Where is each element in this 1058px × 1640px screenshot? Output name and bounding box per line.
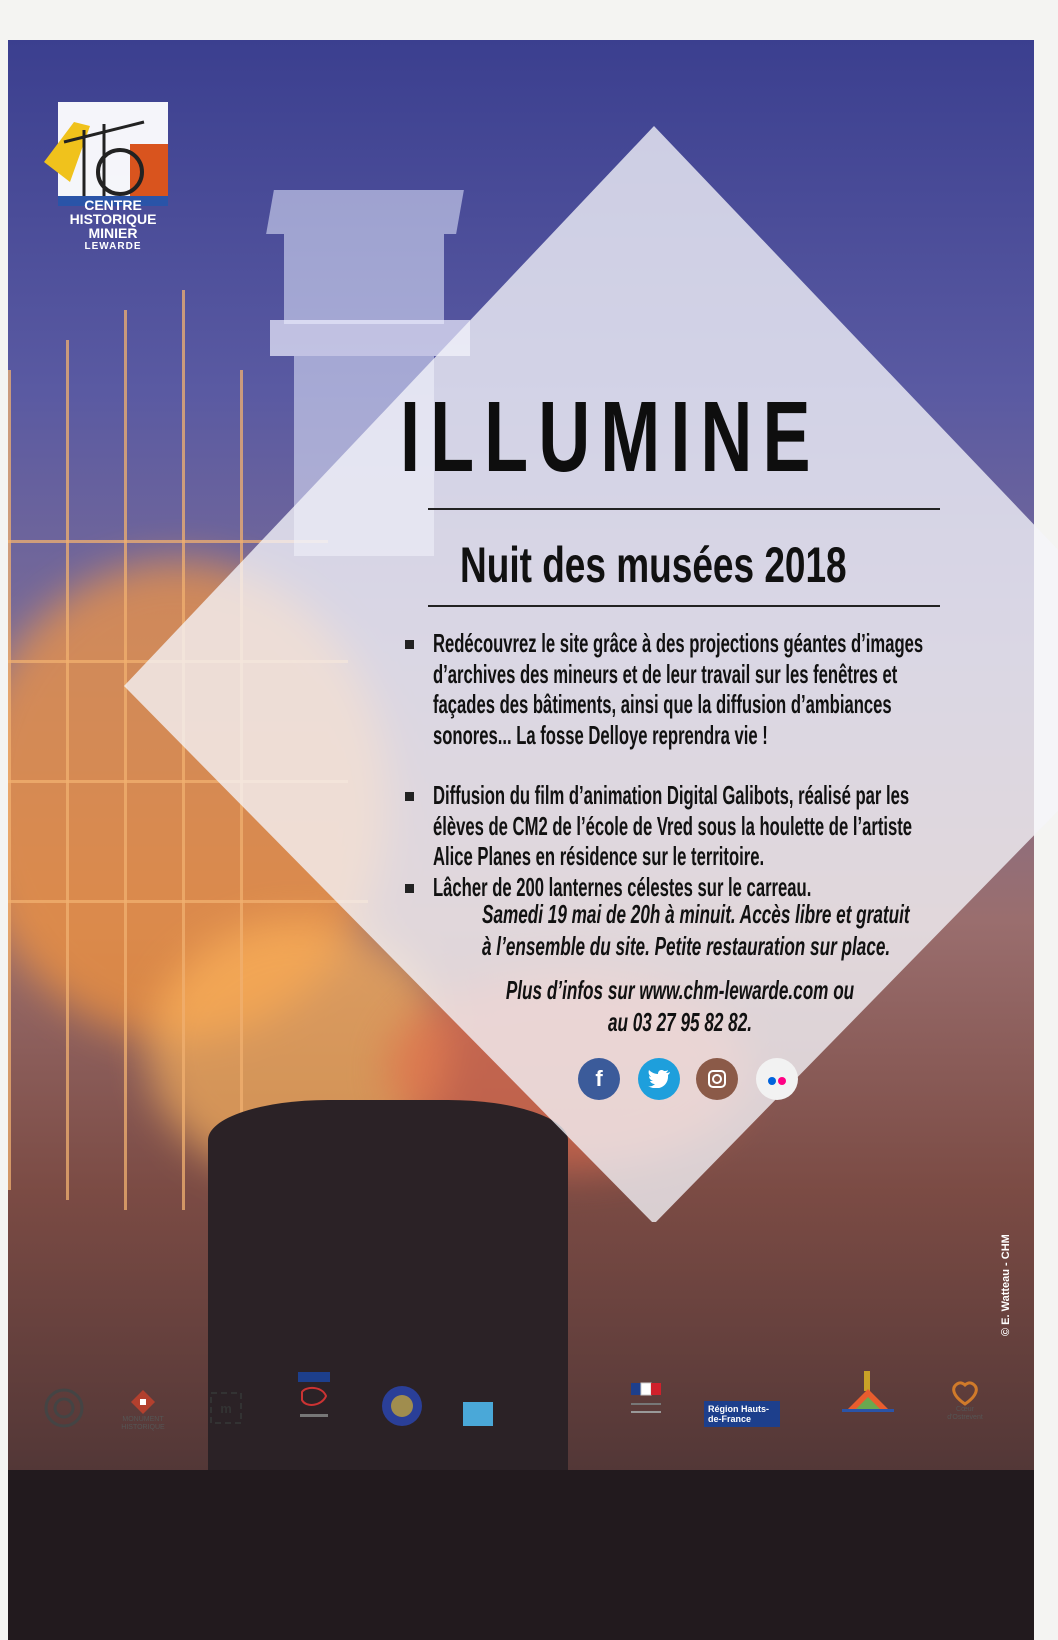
photo-credit: © E. Watteau - CHM	[1000, 1234, 1012, 1336]
bullet-square-icon	[405, 640, 414, 649]
info-access-line: à l’ensemble du site. Petite restauration sur place.	[482, 931, 891, 961]
region-label: Région Hauts-de-France	[704, 1401, 780, 1427]
coeur-label: Cœur d'Ostrevent	[947, 1406, 983, 1421]
communaute-communes-logo	[836, 1362, 900, 1422]
heart-icon	[949, 1378, 981, 1406]
info-website-line: Plus d’infos sur www.chm-lewarde.com ou	[505, 975, 855, 1005]
flickr-icon[interactable]	[756, 1058, 798, 1100]
facebook-icon[interactable]: f	[578, 1058, 620, 1100]
ground-shadow	[8, 1470, 1034, 1640]
hall-frame-bar	[66, 340, 69, 1200]
monument-icon	[129, 1388, 157, 1416]
logo-line-minier: MINIER	[88, 225, 138, 241]
info-date-line: Samedi 19 mai de 20h à minuit. Accès libre et gratuit	[482, 899, 910, 929]
info-phone-line: au 03 27 95 82 82.	[607, 1007, 753, 1037]
logo-line-lewarde: LEWARDE	[84, 241, 142, 252]
svg-text:m: m	[220, 1401, 232, 1416]
bullet-text: Diffusion du film d’animation Digital Galibots, réalisé par les élèves de CM2 de l’école de Vred sous la houlette de l’artiste Alice Planes en résidence sur le territoire.	[433, 780, 913, 871]
region-hauts-de-france-logo	[704, 1384, 780, 1444]
logo-caption	[58, 198, 168, 254]
museum-m-logo	[206, 1378, 246, 1438]
vpah-seal-logo	[378, 1376, 426, 1436]
instagram-icon[interactable]	[696, 1058, 738, 1100]
european-heritage-year-logo	[462, 1384, 494, 1444]
poster-subtitle: Nuit des musées 2018	[460, 537, 847, 593]
unesco-seal-icon	[44, 1378, 84, 1438]
title-divider	[428, 508, 940, 510]
subtitle-divider	[428, 605, 940, 607]
twitter-icon[interactable]	[638, 1058, 680, 1100]
monument-label: MONUMENT HISTORIQUE	[121, 1416, 165, 1431]
poster-title: ILLUMINE	[400, 381, 821, 493]
bullet-square-icon	[405, 792, 414, 801]
event-bullets	[395, 628, 955, 903]
bullet-item	[395, 780, 955, 872]
logo-line-historique: HISTORIQUE	[69, 211, 157, 227]
event-info	[380, 898, 980, 1038]
qualite-tourisme-logo	[292, 1368, 336, 1428]
monument-historique-logo	[118, 1380, 168, 1440]
bullet-text: Lâcher de 200 lanternes célestes sur le carreau.	[433, 872, 812, 902]
bullet-square-icon	[405, 884, 414, 893]
coeur-ostrevent-logo	[940, 1370, 990, 1430]
bullet-item	[395, 628, 955, 780]
logo-line-centre: CENTRE	[84, 197, 142, 213]
bullet-text: Redécouvrez le site grâce à des projections géantes d’images d’archives des mineurs et de leur travail sur les fenêtres et façades des bâtiments, ainsi que la diffusion d’ambiances sonores... La fosse Delloye reprendra vie !	[433, 628, 924, 750]
republique-francaise-logo	[626, 1374, 666, 1434]
